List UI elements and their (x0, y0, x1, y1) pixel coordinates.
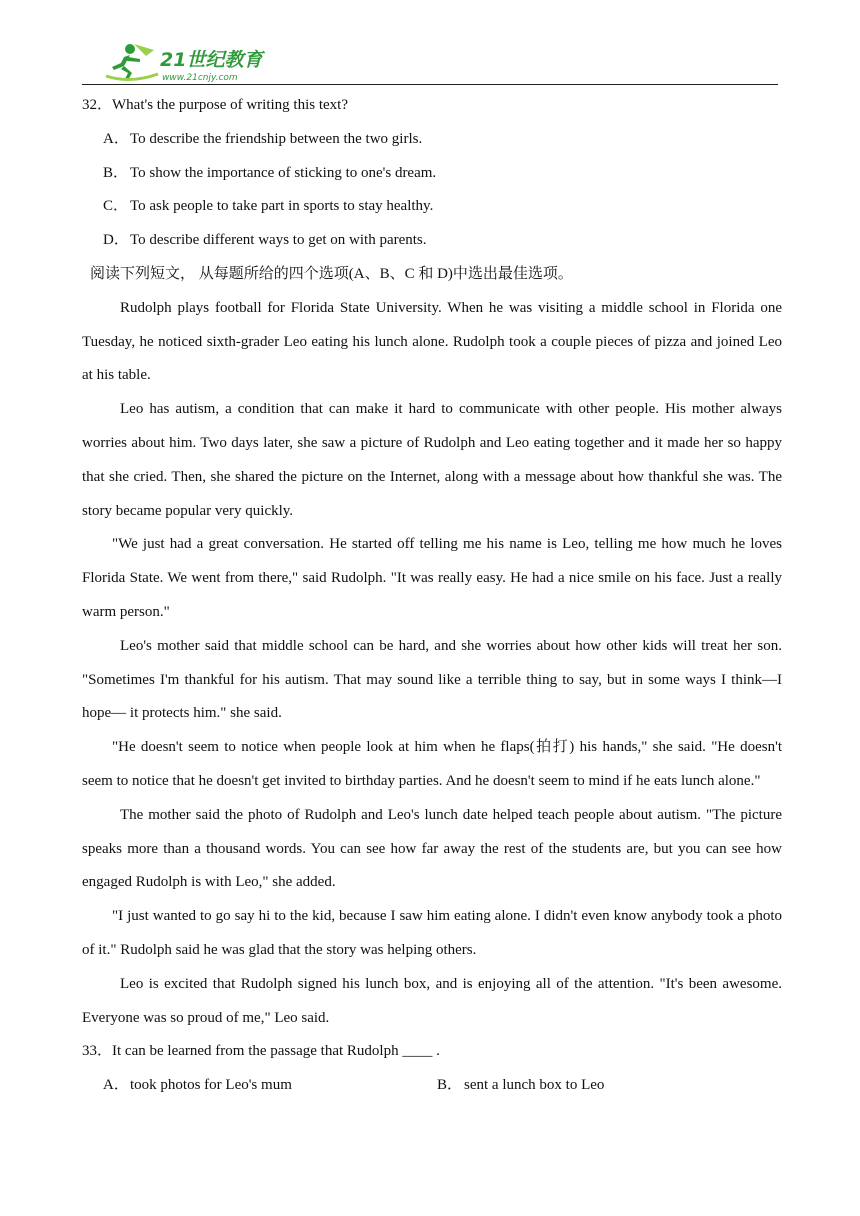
passage-paragraph: "We just had a great conversation. He started off telling me his name is Leo, telling me how much he loves Florida State. We went from there," said Rudolph. "It was really easy. He had a nice smile on his face. Just a really warm person." (82, 536, 782, 620)
page-header (82, 40, 778, 86)
question-32-option-c (82, 190, 782, 224)
question-32-option-b (82, 157, 782, 191)
option-label: A． (103, 1077, 129, 1094)
option-label: D． (103, 232, 129, 249)
question-32-option-d (82, 224, 782, 258)
option-text: To show the importance of sticking to one's dream. (130, 164, 437, 181)
option-label: C． (103, 198, 129, 215)
question-text: It can be learned from the passage that Rudolph ____ . (112, 1043, 440, 1060)
question-33-option-b (437, 1069, 771, 1103)
option-text: took photos for Leo's mum (130, 1077, 292, 1094)
option-label: B． (103, 164, 129, 181)
passage-paragraph: Leo's mother said that middle school can be hard, and she worries about how other kids will treat her son. "Sometimes I'm thankful for his autism. That may sound like a terrible thing to say, but in some ways I think—I hope— it protects him." she said. (82, 637, 782, 722)
runner-icon (106, 44, 158, 80)
passage-paragraph: Rudolph plays football for Florida State University. When he was visiting a middle school in Florida one Tuesday, he noticed sixth-grader Leo eating his lunch alone. Rudolph took a couple pieces of pizza and joined Leo at his table. (82, 299, 782, 384)
logo-url-text: www.21cnjy.com (162, 73, 238, 83)
question-text: What's the purpose of writing this text? (112, 97, 349, 113)
option-label: A． (103, 130, 129, 147)
question-number: 32． (82, 97, 113, 113)
passage-paragraph: "I just wanted to go say hi to the kid, because I saw him eating alone. I didn't even know anybody took a photo of it." Rudolph said he was glad that the story was helping others. (82, 908, 782, 958)
option-text: To ask people to take part in sports to stay healthy. (130, 198, 434, 215)
question-32-option-a (82, 123, 782, 157)
passage-paragraph: Leo has autism, a condition that can make it hard to communicate with other people. His mother always worries about him. Two days later, she saw a picture of Rudolph and Leo eating together and it made her so happy that she cried. Then, she shared the picture on the Internet, along with a message about how thankful she was. The story became popular very quickly. (82, 401, 782, 519)
question-32-stem (82, 89, 782, 123)
option-text: sent a lunch box to Leo (464, 1077, 605, 1094)
question-33-option-a (103, 1069, 437, 1103)
passage-paragraph: The mother said the photo of Rudolph and Leo's lunch date helped teach people about autism. "The picture speaks more than a thousand words. You can see how far away the rest of the students are, but you can see how engaged Rudolph is with Leo," she added. (82, 806, 782, 891)
brand-logo (100, 40, 270, 84)
passage-paragraph: "He doesn't seem to notice when people look at him when he flaps(拍打) his hands," she said. "He doesn't seem to notice that he doesn't get invited to birthday parties. And he doesn't seem to mind if he eats lunch alone." (82, 739, 782, 789)
passage-paragraph: Leo is excited that Rudolph signed his lunch box, and is enjoying all of the attention. "It's been awesome. Everyone was so proud of me," Leo said. (82, 975, 782, 1026)
option-text: To describe different ways to get on with parents. (130, 232, 427, 249)
document-body (82, 89, 782, 1103)
question-33-options (82, 1069, 782, 1103)
question-33-stem (82, 1035, 782, 1069)
header-rule (82, 84, 778, 85)
option-label: B． (437, 1077, 463, 1094)
reading-instruction: 阅读下列短文， 从每题所给的四个选项(A、B、C 和 D)中选出最佳选项。 (90, 265, 573, 282)
option-text: To describe the friendship between the two girls. (130, 130, 423, 147)
question-number: 33． (82, 1043, 113, 1060)
logo-brand-text: 21世纪教育 (160, 49, 263, 71)
